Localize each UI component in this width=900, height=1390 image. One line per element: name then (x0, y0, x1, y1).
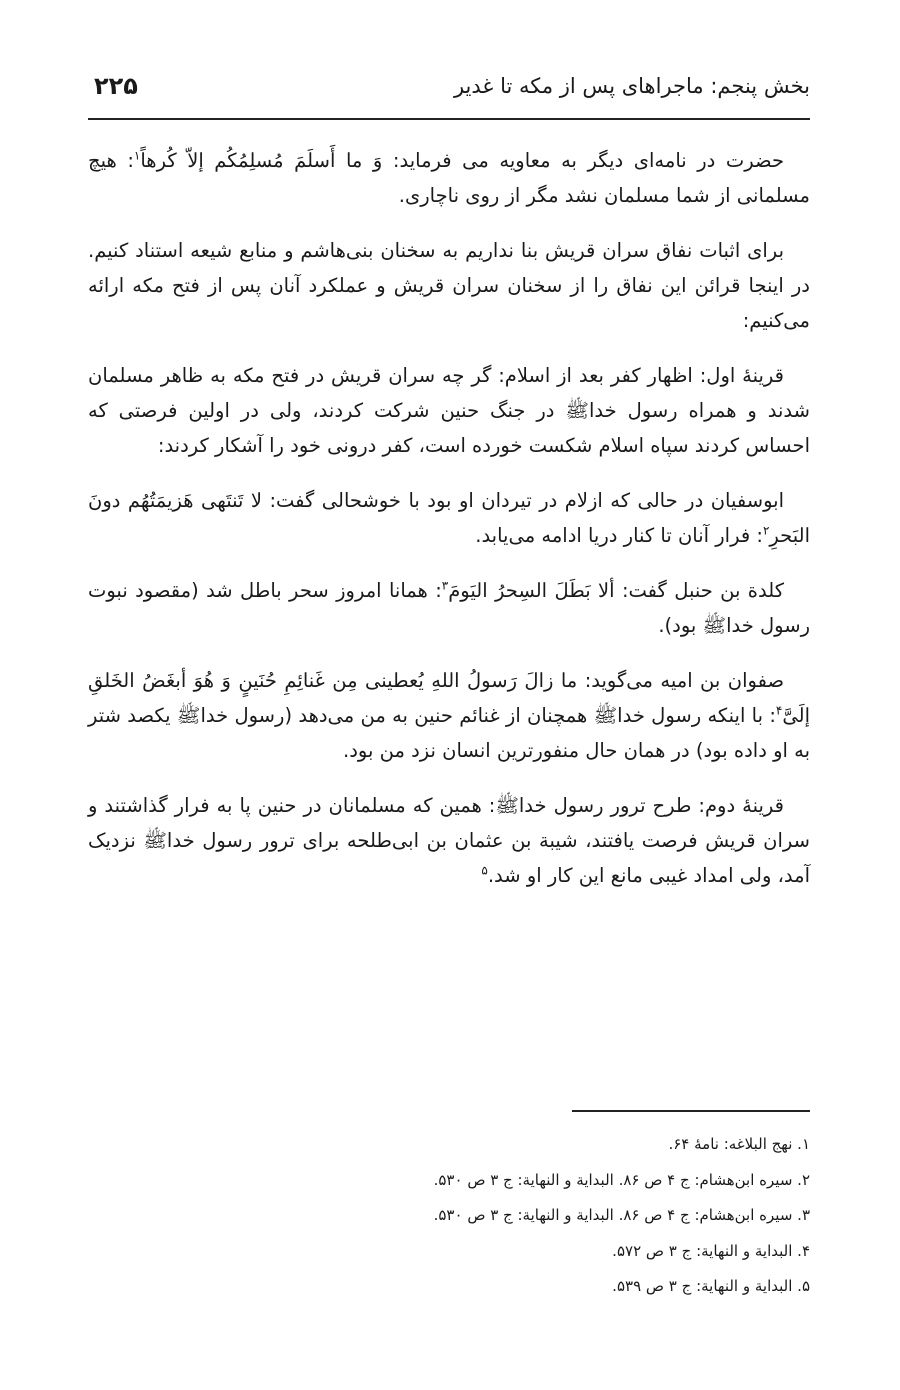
paragraph-text: صفوان بن امیه می‌گوید: (577, 669, 785, 692)
footnote-item: ۴. البدایة و النهایة: ج ۳ ص ۵۷۲. (612, 1241, 810, 1260)
footnotes (88, 1127, 810, 1305)
paragraph (88, 358, 810, 463)
main-text (88, 143, 810, 913)
paragraph-text: : با اینکه رسول خداﷺ همچنان از غنائم حنین به من می‌دهد (رسول خداﷺ یکصد شتر به او داده بود) در همان حال منفورترین انسان نزد من بود. (88, 704, 810, 762)
paragraph-text: : فرار آنان تا کنار دریا ادامه می‌یابد. (475, 524, 763, 547)
paragraph (88, 788, 810, 893)
paragraph (88, 483, 810, 553)
footnote-item: ۵. البدایة و النهایة: ج ۳ ص ۵۳۹. (612, 1277, 810, 1295)
footnote-ref: ۵ (481, 863, 488, 878)
running-title: بخش پنجم: ماجراهای پس از مکه تا غدیر (453, 74, 810, 98)
paragraph-text: قرینهٔ اول: اظهار کفر بعد از اسلام: گر چه سران قریش در فتح مکه به ظاهر مسلمان شدند و همراه رسول خداﷺ در جنگ حنین شرکت کردند، ولی در اولین فرصتی که احساس کردند سپاه اسلام شکست خورده است، کفر درونی خود را آشکار کردند: (88, 364, 810, 457)
footnote-item: ۱. نهج البلاغه: نامهٔ ۶۴. (668, 1135, 810, 1153)
footnote-ref: ۱ (133, 148, 141, 163)
paragraph-text: قرینهٔ دوم: طرح ترور رسول خداﷺ: همین که مسلمانان در حنین پا به فرار گذاشتند و سران قریش فرصت یافتند، شیبة بن عثمان بن ابی‌طلحه برای ترور رسول خداﷺ نزدیک آمد، ولی امداد غیبی مانع این کار او شد. (88, 794, 810, 887)
footnote-item: ۳. سیره ابن‌هشام: ج ۴ ص ۸۶. البدایة و النهایة: ج ۳ ص ۵۳۰. (433, 1206, 810, 1224)
footnote-ref: ۴ (775, 703, 783, 718)
paragraph-text: برای اثبات نفاق سران قریش بنا نداریم به سخنان بنی‌هاشم و منابع شیعه استناد کنیم. در اینجا قرائن این نفاق را از سخنان سران قریش و عملکرد آنان پس از فتح مکه ارائه می‌کنیم: (88, 239, 810, 332)
paragraph (88, 143, 810, 213)
page-number: ۲۲۵ (94, 72, 138, 100)
header-divider (88, 118, 810, 120)
page-header (88, 72, 810, 112)
arabic-quote: وَ ما أَسلَمَ مُسلِمُکُم إلاّ کُرهاً (140, 149, 383, 172)
book-page (88, 0, 810, 1390)
footnote-ref: ۲ (762, 523, 770, 538)
paragraph-text: حضرت در نامه‌ای دیگر به معاویه می فرماید: (382, 149, 785, 172)
paragraph-text: کلدة بن حنبل گفت: (614, 579, 784, 602)
paragraph (88, 233, 810, 338)
arabic-quote: لا تَنتَهی هَزیمَتُهُم دونَ البَحرِ (88, 489, 810, 547)
paragraph-text: : همانا امروز سحر باطل شد (مقصود نبوت رسول خداﷺ بود). (88, 579, 810, 637)
footnote-divider (572, 1110, 810, 1112)
paragraph-text: ابوسفیان در حالی که ازلام در تیردان او بود با خوشحالی گفت: (261, 489, 784, 512)
paragraph (88, 573, 810, 643)
footnote-ref: ۳ (441, 578, 449, 593)
paragraph-text: : هیچ مسلمانی از شما مسلمان نشد مگر از روی ناچاری. (88, 149, 810, 207)
footnote-item: ۲. سیره ابن‌هشام: ج ۴ ص ۸۶. البدایة و النهایة: ج ۳ ص ۵۳۰. (433, 1170, 810, 1189)
paragraph (88, 663, 810, 768)
arabic-quote: ما زالَ رَسولُ اللهِ یُعطینی مِن غَنائِمِ حُنَینٍ وَ هُوَ أبغَضُ الخَلقِ إلَیَّ (88, 669, 810, 727)
arabic-quote: ألا بَطَلَ السِحرُ الیَومَ (448, 579, 615, 602)
